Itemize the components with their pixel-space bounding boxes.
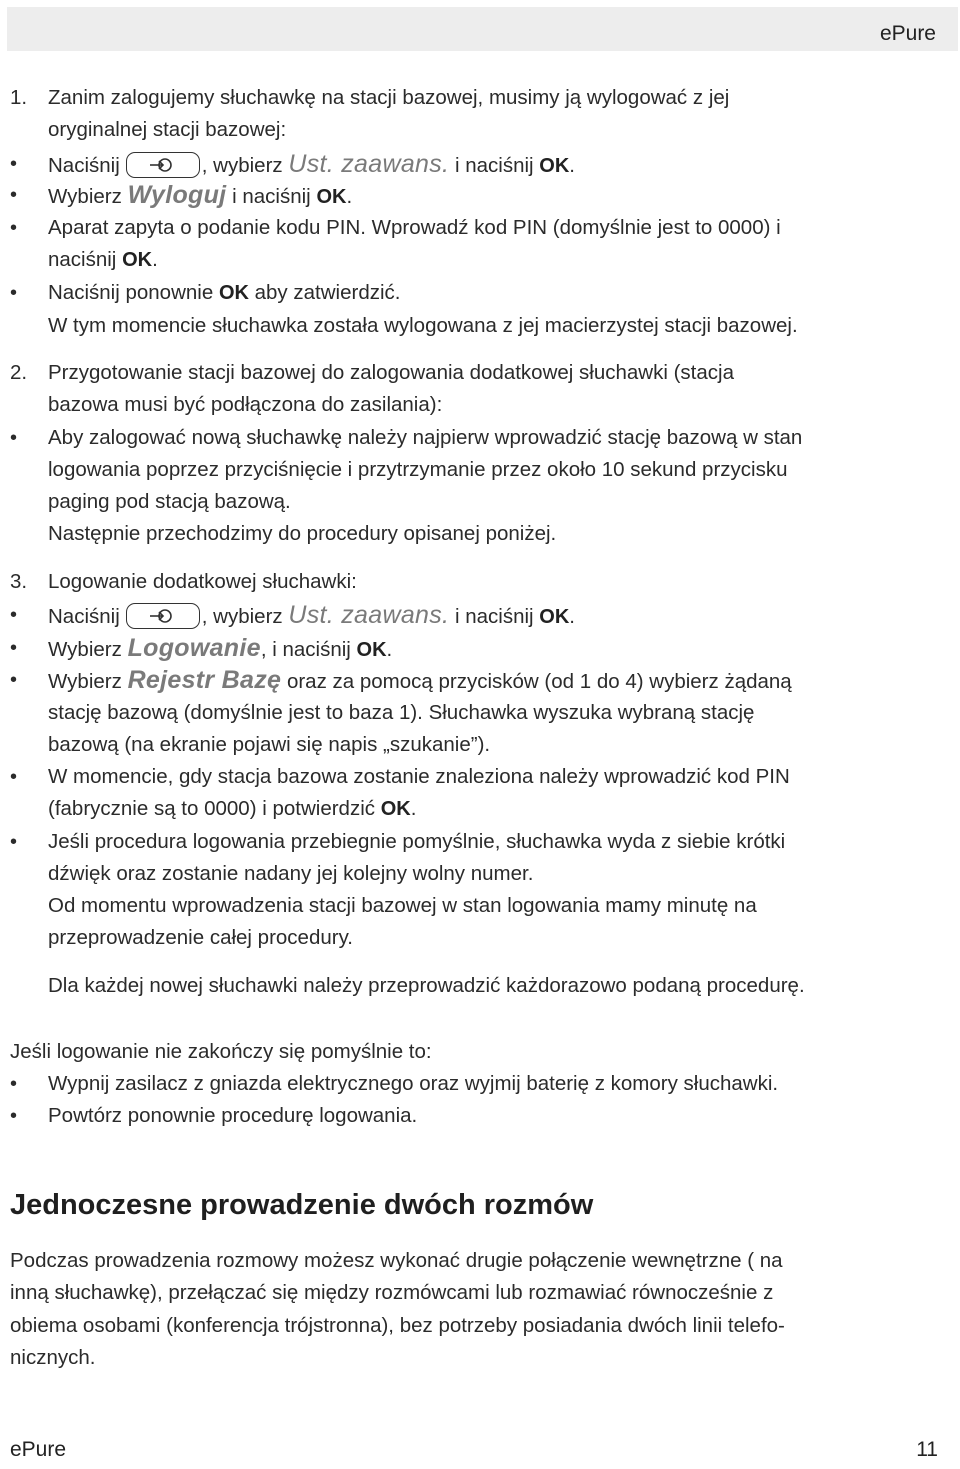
step-3-line-1: Logowanie dodatkowej słuchawki: <box>48 570 357 593</box>
step-2-line-2: bazowa musi być podłączona do zasilania): <box>48 393 443 416</box>
step-1-bullet-4: Naciśnij ponownie OK aby zatwierdzić. <box>48 281 401 304</box>
menu-key-icon <box>126 152 200 178</box>
bullet: • <box>10 766 18 788</box>
section-paragraph-line-2: inną słuchawkę), przełączać się między rozmówcami lub rozmawiać równocześnie z <box>10 1281 774 1304</box>
bullet: • <box>10 1105 18 1127</box>
step-2-bullet-1-line-2: logowania poprzez przyciśnięcie i przytrzymanie przez około 10 sekund przycisku <box>48 458 788 481</box>
step-1-bullet-4-line-2: W tym momencie słuchawka została wylogowana z jej macierzystej stacji bazowej. <box>48 314 798 337</box>
header-title: ePure <box>879 22 936 45</box>
bullet: • <box>10 604 18 626</box>
bullet: • <box>10 282 18 304</box>
step-3-bullet-5-line-4: przeprowadzenie całej procedury. <box>48 926 354 949</box>
step-1-number: 1. <box>10 86 28 109</box>
step-3-bullet-4-line-2: (fabrycznie są to 0000) i potwierdzić OK. <box>48 797 417 820</box>
step-2-number: 2. <box>10 361 28 384</box>
bullet: • <box>10 669 18 691</box>
page-number: 11 <box>916 1438 938 1461</box>
bullet: • <box>10 637 18 659</box>
section-title: Jednoczesne prowadzenie dwóch rozmów <box>10 1189 594 1221</box>
bullet: • <box>10 217 18 239</box>
step-3-bullet-4-line-1: W momencie, gdy stacja bazowa zostanie znaleziona należy wprowadzić kod PIN <box>48 765 790 788</box>
step-3-bullet-1: Naciśnij , wybierz Ust. zaawans. i naciśnij OK. <box>48 601 575 629</box>
section-paragraph-line-1: Podczas prowadzenia rozmowy możesz wykonać drugie połączenie wewnętrzne ( na <box>10 1249 783 1272</box>
bullet: • <box>10 1073 18 1095</box>
step-3-bullet-5-line-3: Od momentu wprowadzenia stacji bazowej w stan logowania mamy minutę na <box>48 894 757 917</box>
step-1-bullet-3-line-2: naciśnij OK. <box>48 248 158 271</box>
step-3-note: Dla każdej nowej słuchawki należy przeprowadzić każdorazowo podaną procedurę. <box>48 974 805 997</box>
step-3-bullet-2: Wybierz Logowanie, i naciśnij OK. <box>48 634 393 662</box>
bullet: • <box>10 153 18 175</box>
section-paragraph-line-4: nicznych. <box>10 1346 96 1369</box>
step-1-bullet-2: Wybierz Wyloguj i naciśnij OK. <box>48 181 353 209</box>
menu-key-icon <box>126 603 200 629</box>
step-3-bullet-5-line-2: dźwięk oraz zostanie nadany jej kolejny wolny numer. <box>48 862 534 885</box>
step-2-line-1: Przygotowanie stacji bazowej do zalogowania dodatkowej słuchawki (stacja <box>48 361 734 384</box>
header-bar <box>7 7 958 51</box>
footer-brand: ePure <box>10 1438 67 1461</box>
step-3-bullet-3-line-2: stację bazową (domyślnie jest to baza 1). Słuchawka wyszuka wybraną stację <box>48 701 755 724</box>
bullet: • <box>10 184 18 206</box>
step-3-bullet-3: Wybierz Rejestr Bazę oraz za pomocą przycisków (od 1 do 4) wybierz żądaną <box>48 666 792 694</box>
bullet: • <box>10 831 18 853</box>
step-3-number: 3. <box>10 570 28 593</box>
step-3-bullet-3-line-3: bazową (na ekranie pojawi się napis „szukanie”). <box>48 733 491 756</box>
bullet: • <box>10 427 18 449</box>
step-1-bullet-1: Naciśnij , wybierz Ust. zaawans. i naciśnij OK. <box>48 150 575 178</box>
failure-bullet-2: Powtórz ponownie procedurę logowania. <box>48 1104 418 1127</box>
step-2-bullet-1-line-4: Następnie przechodzimy do procedury opisanej poniżej. <box>48 522 557 545</box>
step-2-bullet-1-line-1: Aby zalogować nową słuchawkę należy najpierw wprowadzić stację bazową w stan <box>48 426 803 449</box>
step-2-bullet-1-line-3: paging pod stacją bazową. <box>48 490 291 513</box>
failure-intro: Jeśli logowanie nie zakończy się pomyślnie to: <box>10 1040 432 1063</box>
step-1-bullet-3-line-1: Aparat zapyta o podanie kodu PIN. Wprowadź kod PIN (domyślnie jest to 0000) i <box>48 216 781 239</box>
step-3-bullet-5-line-1: Jeśli procedura logowania przebiegnie pomyślnie, słuchawka wyda z siebie krótki <box>48 830 786 853</box>
failure-bullet-1: Wypnij zasilacz z gniazda elektrycznego oraz wyjmij baterię z komory słuchawki. <box>48 1072 779 1095</box>
step-1-line-2: oryginalnej stacji bazowej: <box>48 118 287 141</box>
step-1-line-1: Zanim zalogujemy słuchawkę na stacji bazowej, musimy ją wylogować z jej <box>48 86 730 109</box>
section-paragraph-line-3: obiema osobami (konferencja trójstronna), bez potrzeby posiadania dwóch linii telefo- <box>10 1314 785 1337</box>
